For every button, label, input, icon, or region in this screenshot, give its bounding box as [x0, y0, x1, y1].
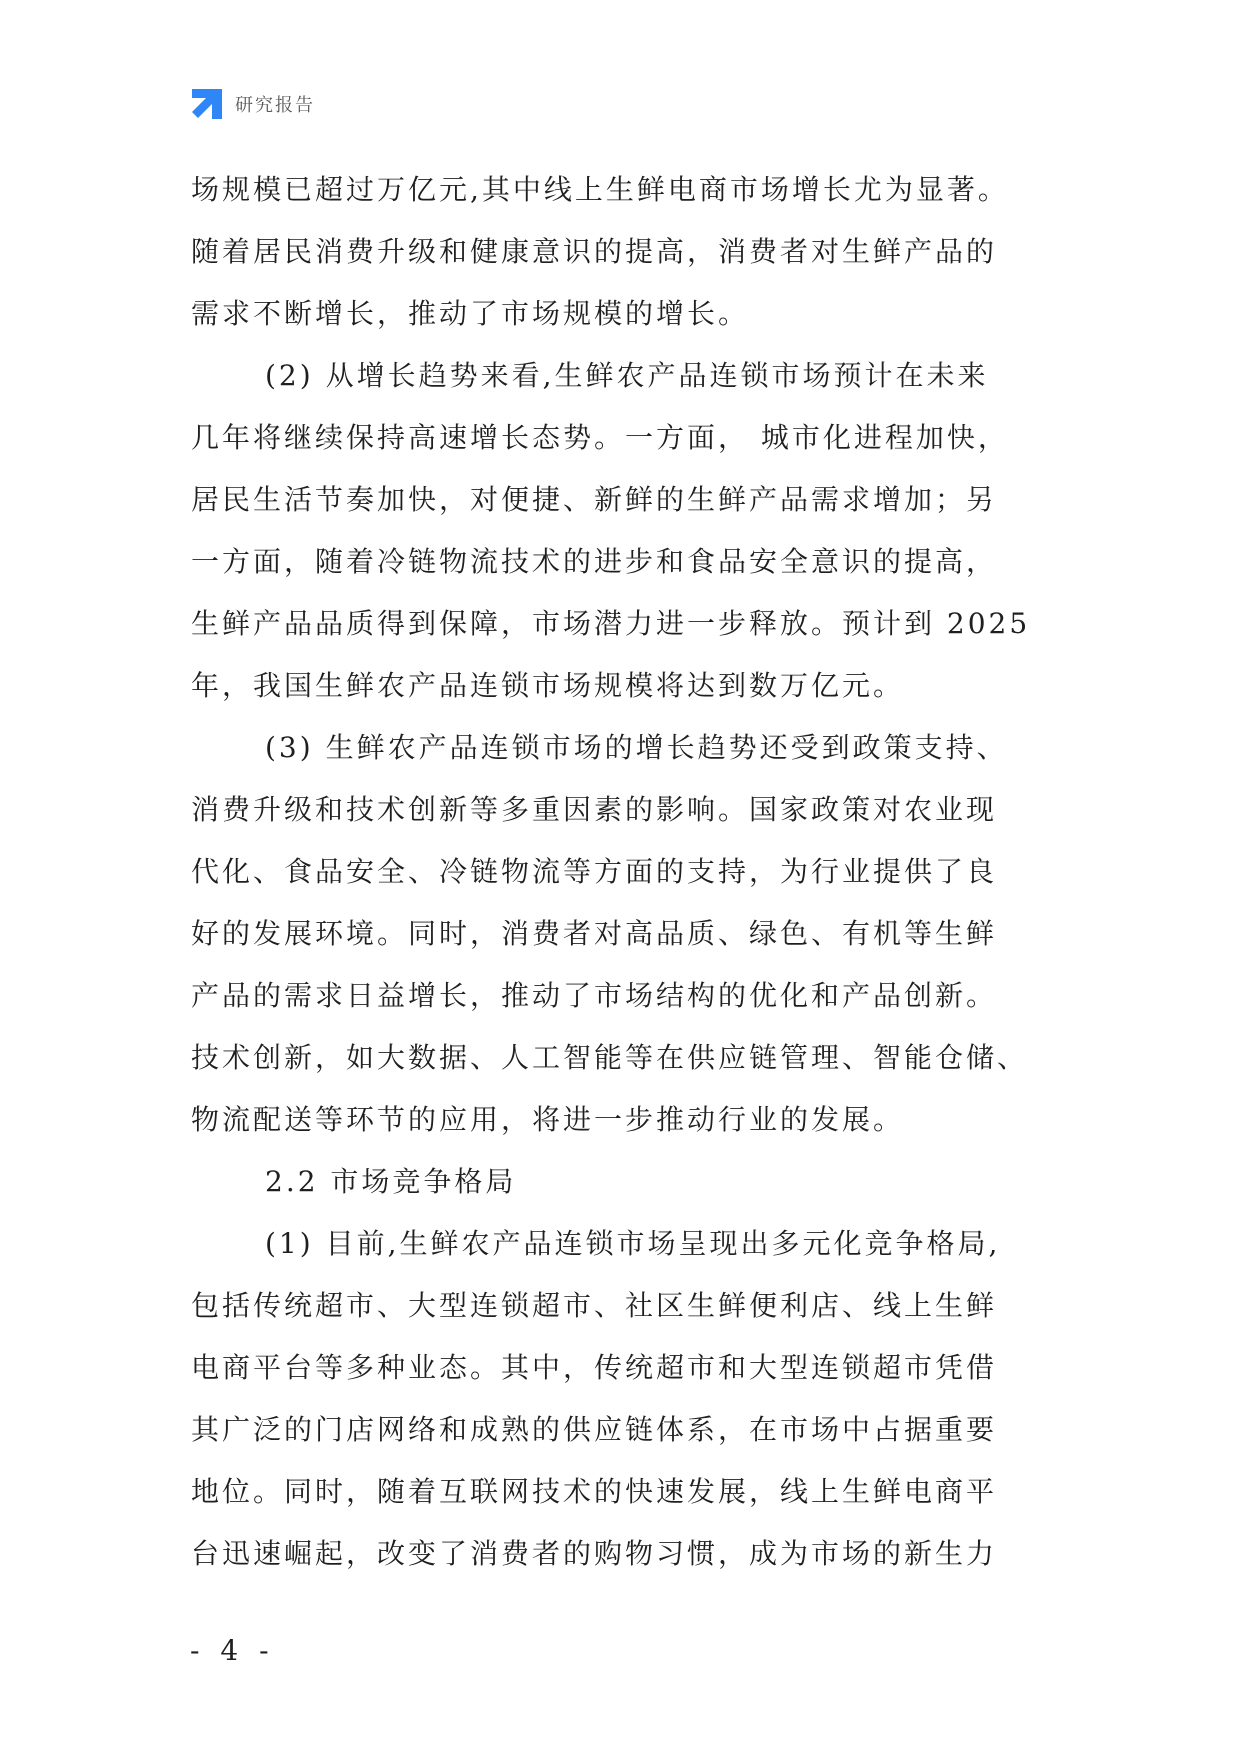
arrow-logo-icon	[189, 86, 225, 122]
report-header	[189, 86, 315, 122]
text-line: 台迅速崛起，改变了消费者的购物习惯，成为市场的新生力	[191, 1537, 998, 1570]
text-line: 年，我国生鲜农产品连锁市场规模将达到数万亿元。	[191, 669, 905, 702]
text-line: 2.2 市场竞争格局	[265, 1165, 517, 1198]
text-line: 一方面，随着冷链物流技术的进步和食品安全意识的提高，	[191, 545, 998, 578]
text-line: (1) 目前,生鲜农产品连锁市场呈现出多元化竞争格局,	[265, 1227, 1001, 1260]
text-line: 产品的需求日益增长，推动了市场结构的优化和产品创新。	[191, 979, 998, 1012]
document-body	[191, 159, 1091, 1585]
text-line: 代化、食品安全、冷链物流等方面的支持，为行业提供了良	[191, 855, 998, 888]
text-line: 生鲜产品品质得到保障，市场潜力进一步释放。预计到 2025	[191, 607, 1031, 640]
text-line: 几年将继续保持高速增长态势。一方面， 城市化进程加快，	[191, 421, 1009, 454]
text-line: 居民生活节奏加快，对便捷、新鲜的生鲜产品需求增加；另	[191, 483, 998, 516]
text-line: 随着居民消费升级和健康意识的提高，消费者对生鲜产品的	[191, 235, 998, 268]
text-line: 场规模已超过万亿元,其中线上生鲜电商市场增长尤为显著。	[191, 173, 1009, 206]
text-line: 需求不断增长，推动了市场规模的增长。	[191, 297, 750, 330]
text-line: (2) 从增长趋势来看,生鲜农产品连锁市场预计在未来	[265, 359, 989, 392]
text-line: 电商平台等多种业态。其中，传统超市和大型连锁超市凭借	[191, 1351, 998, 1384]
text-line: 技术创新，如大数据、人工智能等在供应链管理、智能仓储、	[191, 1041, 1029, 1074]
text-line: 好的发展环境。同时，消费者对高品质、绿色、有机等生鲜	[191, 917, 998, 950]
page-number: - 4 -	[190, 1634, 275, 1667]
text-line: 消费升级和技术创新等多重因素的影响。国家政策对农业现	[191, 793, 998, 826]
header-title: 研究报告	[235, 95, 315, 116]
text-line: 其广泛的门店网络和成熟的供应链体系，在市场中占据重要	[191, 1413, 998, 1446]
text-line: 地位。同时，随着互联网技术的快速发展，线上生鲜电商平	[191, 1475, 998, 1508]
text-line: 物流配送等环节的应用，将进一步推动行业的发展。	[191, 1103, 905, 1136]
text-line: 包括传统超市、大型连锁超市、社区生鲜便利店、线上生鲜	[191, 1289, 998, 1322]
text-line: (3) 生鲜农产品连锁市场的增长趋势还受到政策支持、	[265, 731, 1008, 764]
